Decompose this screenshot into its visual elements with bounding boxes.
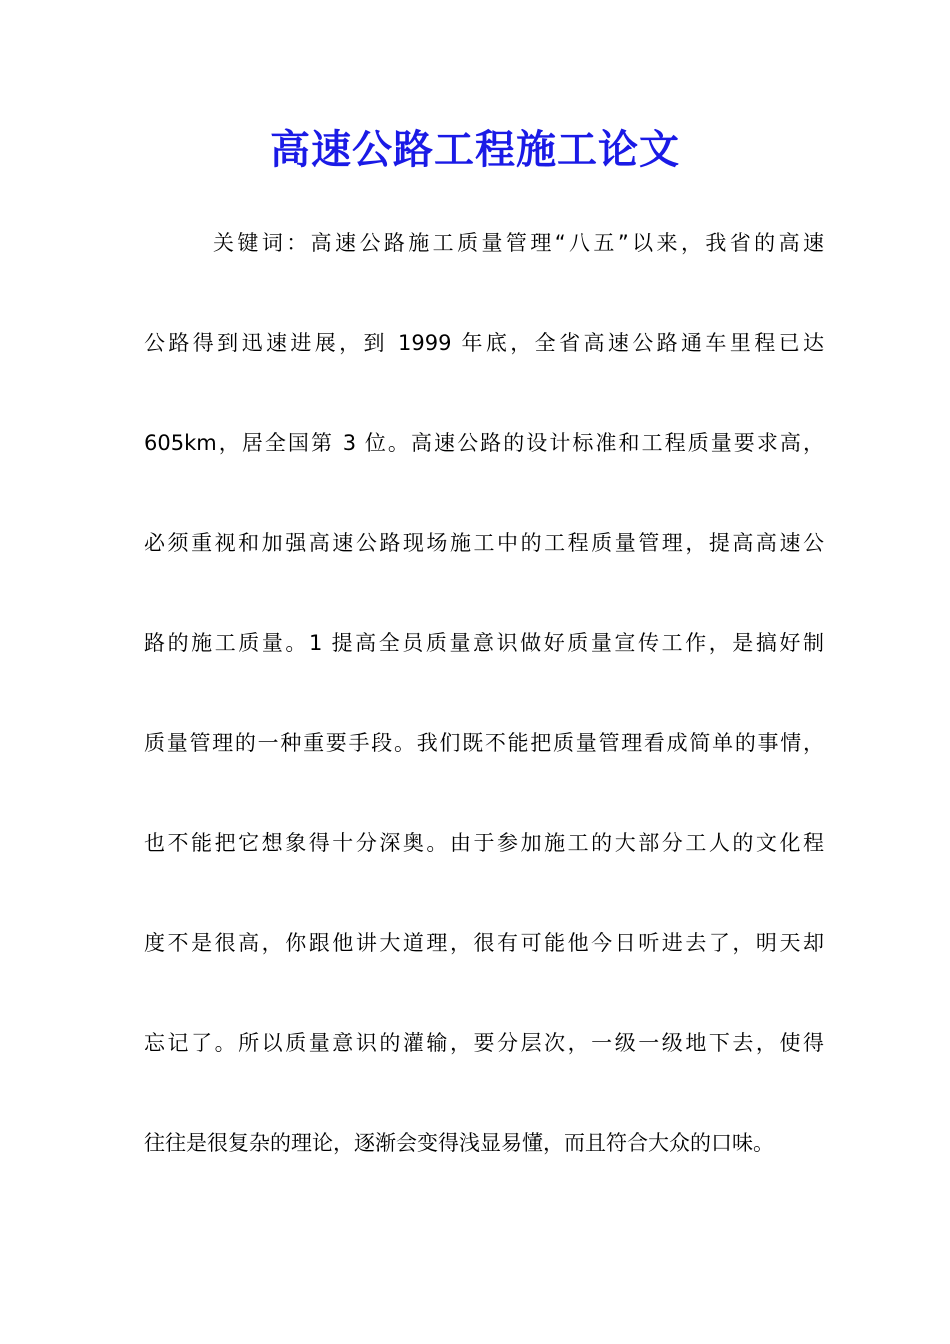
body-line-5: 路的施工质量。1 提高全员质量意识做好质量宣传工作，是搞好制 bbox=[144, 631, 824, 655]
body-line-8: 度不是很高，你跟他讲大道理，很有可能他今日听进去了，明天却 bbox=[144, 931, 824, 955]
document-title: 高速公路工程施工论文 bbox=[270, 127, 680, 173]
body-line-6: 质量管理的一种重要手段。我们既不能把质量管理看成简单的事情， bbox=[144, 731, 824, 755]
body-line-2: 公路得到迅速进展，到 1999 年底，全省高速公路通车里程已达 bbox=[144, 331, 824, 355]
body-line-3: 605km，居全国第 3 位。高速公路的设计标准和工程质量要求高， bbox=[144, 431, 824, 455]
document-body bbox=[144, 222, 824, 1222]
body-line-1: 关键词：高速公路施工质量管理“八五”以来，我省的高速 bbox=[213, 231, 824, 255]
body-line-9: 忘记了。所以质量意识的灌输，要分层次，一级一级地下去，使得 bbox=[144, 1031, 824, 1055]
body-line-7: 也不能把它想象得十分深奥。由于参加施工的大部分工人的文化程 bbox=[144, 831, 824, 855]
body-line-4: 必须重视和加强高速公路现场施工中的工程质量管理，提高高速公 bbox=[144, 531, 824, 555]
body-line-10: 往往是很复杂的理论，逐渐会变得浅显易懂，而且符合大众的口味。 bbox=[144, 1131, 774, 1155]
